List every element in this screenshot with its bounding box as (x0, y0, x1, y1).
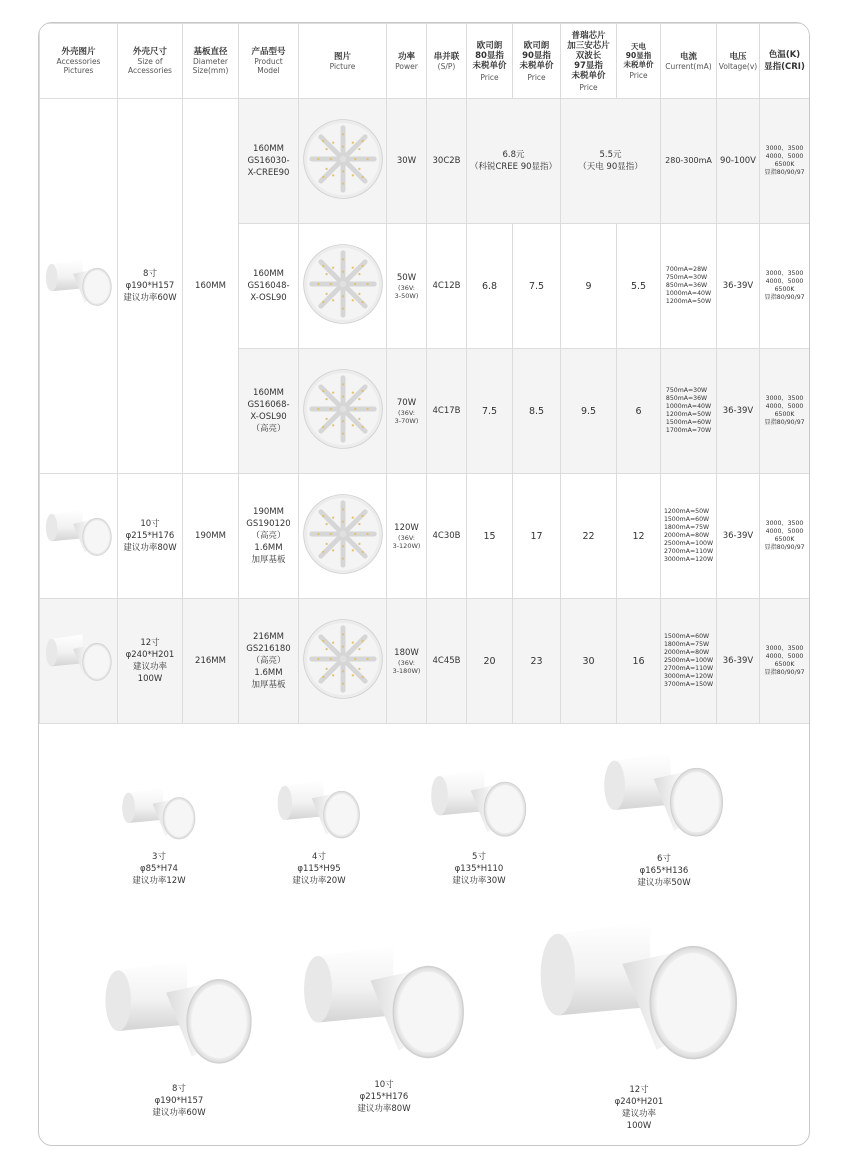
lamp-housing-image (99, 951, 259, 1079)
lamp-housing-image (43, 505, 115, 563)
header-cell: 电流 Current(mA) (661, 24, 717, 99)
series-parallel: 4C45B (427, 599, 467, 724)
header-cell: 外壳图片 Accessories Pictures (40, 24, 118, 99)
gallery-size-name: 12寸 (629, 1085, 649, 1095)
power-value: 180W (394, 648, 419, 658)
series-parallel: 30C2B (427, 99, 467, 224)
price-prui97: 22 (561, 474, 617, 599)
power-range: (36V: 3-70W) (394, 409, 419, 425)
price-osram90: 17 (513, 474, 561, 599)
power-range: (36V: 3-50W) (394, 284, 419, 300)
gallery-size-name: 5寸 (472, 852, 486, 862)
lamp-housing-image (297, 935, 472, 1075)
led-board-picture (299, 474, 387, 599)
power-cell (387, 349, 427, 474)
series-parallel: 4C12B (427, 224, 467, 349)
gallery-dims: φ165*H136 (639, 866, 689, 876)
power-range: (36V: 3-180W) (392, 659, 421, 675)
current-value: 280-300mA (661, 99, 717, 224)
gallery-power: 建议功率60W (152, 1108, 206, 1118)
gallery-power: 建议功率80W (357, 1104, 411, 1114)
board-diameter: 216MM (183, 599, 239, 724)
power-cell (387, 599, 427, 724)
led-board-picture (299, 599, 387, 724)
table-row (40, 599, 810, 724)
price-osram90: 8.5 (513, 349, 561, 474)
power-value: 120W (394, 523, 419, 533)
price-merged: 6.8元 （科锐CREE 90显指） (467, 99, 561, 224)
header-cell: 功率 Power (387, 24, 427, 99)
power-value: 30W (387, 99, 427, 224)
cct-value: 3000、3500 4000、5000 6500K 显指80/90/97 (760, 599, 810, 724)
header-cell: 串并联 (S/P) (427, 24, 467, 99)
gallery-item (109, 783, 209, 887)
product-model: 216MM GS216180 （高亮） 1.6MM 加厚基板 (239, 599, 299, 724)
table-row (40, 474, 810, 599)
gallery-power: 建议功率30W (452, 876, 506, 886)
voltage-value: 36-39V (717, 349, 760, 474)
gallery-dims: φ215*H176 (359, 1092, 409, 1102)
gallery-item (419, 763, 539, 887)
header-cell: 天电 90显指 未税单价 Price (617, 24, 661, 99)
gallery-size-name: 4寸 (312, 852, 326, 862)
voltage-value: 36-39V (717, 474, 760, 599)
gallery-power: 建议功率 100W (621, 1109, 656, 1131)
housing-size: 12寸 φ240*H201 建议功率 100W (118, 599, 183, 724)
gallery-power: 建议功率12W (132, 876, 186, 886)
gallery-dims: φ135*H110 (454, 864, 504, 874)
price-osram80: 6.8 (467, 224, 513, 349)
lamp-housing-image (532, 908, 747, 1080)
header-cell: 欧司朗 90显指 未税单价 Price (513, 24, 561, 99)
spec-table (39, 23, 810, 724)
price-osram80: 20 (467, 599, 513, 724)
led-board-image (302, 493, 384, 575)
power-cell (387, 474, 427, 599)
lamp-housing-image (43, 255, 115, 313)
gallery-dims: φ240*H201 (614, 1097, 664, 1107)
gallery-size-name: 6寸 (657, 854, 671, 864)
lamp-housing-image (427, 763, 531, 847)
gallery-item (264, 775, 374, 887)
gallery-item (94, 951, 264, 1119)
gallery-size-name: 8寸 (172, 1084, 186, 1094)
header-cell: 普瑞芯片 加三安芯片 双波长 97显指 未税单价 Price (561, 24, 617, 99)
header-cell: 外壳尺寸 Size of Accessories (118, 24, 183, 99)
lamp-housing-image (274, 775, 364, 847)
series-parallel: 4C30B (427, 474, 467, 599)
spec-sheet (38, 22, 810, 1146)
led-board-picture (299, 99, 387, 224)
header-cell: 图片 Picture (299, 24, 387, 99)
product-model: 160MM GS16048- X-OSL90 (239, 224, 299, 349)
header-cell: 色温(K) 显指(CRI) (760, 24, 810, 99)
power-range: (36V: 3-120W) (392, 534, 421, 550)
header-row (40, 24, 810, 99)
header-cell: 欧司朗 80显指 未税单价 Price (467, 24, 513, 99)
led-board-image (302, 243, 384, 325)
cct-value: 3000、3500 4000、5000 6500K 显指80/90/97 (760, 224, 810, 349)
current-value: 1200mA=50W 1500mA=60W 1800mA=75W 2000mA=80W 2500mA=100W 2700mA=110W 3000mA=120W (661, 474, 717, 599)
current-value: 700mA=28W 750mA=30W 850mA=36W 1000mA=40W 1200mA=50W (661, 224, 717, 349)
gallery-power: 建议功率20W (292, 876, 346, 886)
price-merged: 5.5元 （天电 90显指） (561, 99, 661, 224)
led-board-picture (299, 224, 387, 349)
price-osram90: 7.5 (513, 224, 561, 349)
cct-value: 3000、3500 4000、5000 6500K 显指80/90/97 (760, 99, 810, 224)
lamp-housing-image (119, 783, 199, 847)
lamp-housing-image (43, 630, 115, 688)
cct-value: 3000、3500 4000、5000 6500K 显指80/90/97 (760, 349, 810, 474)
gallery-size-name: 3寸 (152, 852, 166, 862)
voltage-value: 36-39V (717, 599, 760, 724)
header-cell: 产品型号 Product Model (239, 24, 299, 99)
product-model: 160MM GS16030- X-CREE90 (239, 99, 299, 224)
led-board-image (302, 368, 384, 450)
housing-picture (40, 474, 118, 599)
lamp-housing-image (599, 745, 729, 849)
price-tiandian90: 6 (617, 349, 661, 474)
voltage-value: 36-39V (717, 224, 760, 349)
gallery-dims: φ190*H157 (154, 1096, 204, 1106)
gallery-item (294, 935, 474, 1115)
gallery-item (594, 745, 734, 889)
gallery-size-name: 10寸 (374, 1080, 394, 1090)
led-board-image (302, 118, 384, 200)
product-model: 190MM GS190120 （高亮） 1.6MM 加厚基板 (239, 474, 299, 599)
gallery-power: 建议功率50W (637, 878, 691, 888)
power-value: 50W (396, 273, 417, 283)
housing-size: 8寸 φ190*H157 建议功率60W (118, 99, 183, 474)
table-row (40, 99, 810, 224)
price-tiandian90: 12 (617, 474, 661, 599)
gallery-dims: φ85*H74 (140, 864, 178, 874)
price-prui97: 30 (561, 599, 617, 724)
gallery-dims: φ115*H95 (297, 864, 341, 874)
led-board-image (302, 618, 384, 700)
price-tiandian90: 16 (617, 599, 661, 724)
product-model: 160MM GS16068- X-OSL90 （高亮） (239, 349, 299, 474)
header-cell: 基板直径 Diameter Size(mm) (183, 24, 239, 99)
voltage-value: 90-100V (717, 99, 760, 224)
gallery-item (529, 908, 749, 1132)
price-prui97: 9 (561, 224, 617, 349)
housing-size: 10寸 φ215*H176 建议功率80W (118, 474, 183, 599)
series-parallel: 4C17B (427, 349, 467, 474)
housing-picture (40, 99, 118, 474)
price-tiandian90: 5.5 (617, 224, 661, 349)
current-value: 750mA=30W 850mA=36W 1000mA=40W 1200mA=50W 1500mA=60W 1700mA=70W (661, 349, 717, 474)
board-diameter: 190MM (183, 474, 239, 599)
housing-gallery (39, 723, 809, 1145)
power-cell (387, 224, 427, 349)
cct-value: 3000、3500 4000、5000 6500K 显指80/90/97 (760, 474, 810, 599)
header-cell: 电压 Voltage(v) (717, 24, 760, 99)
led-board-picture (299, 349, 387, 474)
current-value: 1500mA=60W 1800mA=75W 2000mA=80W 2500mA=100W 2700mA=110W 3000mA=120W 3700mA=150W (661, 599, 717, 724)
board-diameter: 160MM (183, 99, 239, 474)
housing-picture (40, 599, 118, 724)
power-value: 70W (396, 398, 417, 408)
price-osram80: 7.5 (467, 349, 513, 474)
price-prui97: 9.5 (561, 349, 617, 474)
price-osram90: 23 (513, 599, 561, 724)
price-osram80: 15 (467, 474, 513, 599)
